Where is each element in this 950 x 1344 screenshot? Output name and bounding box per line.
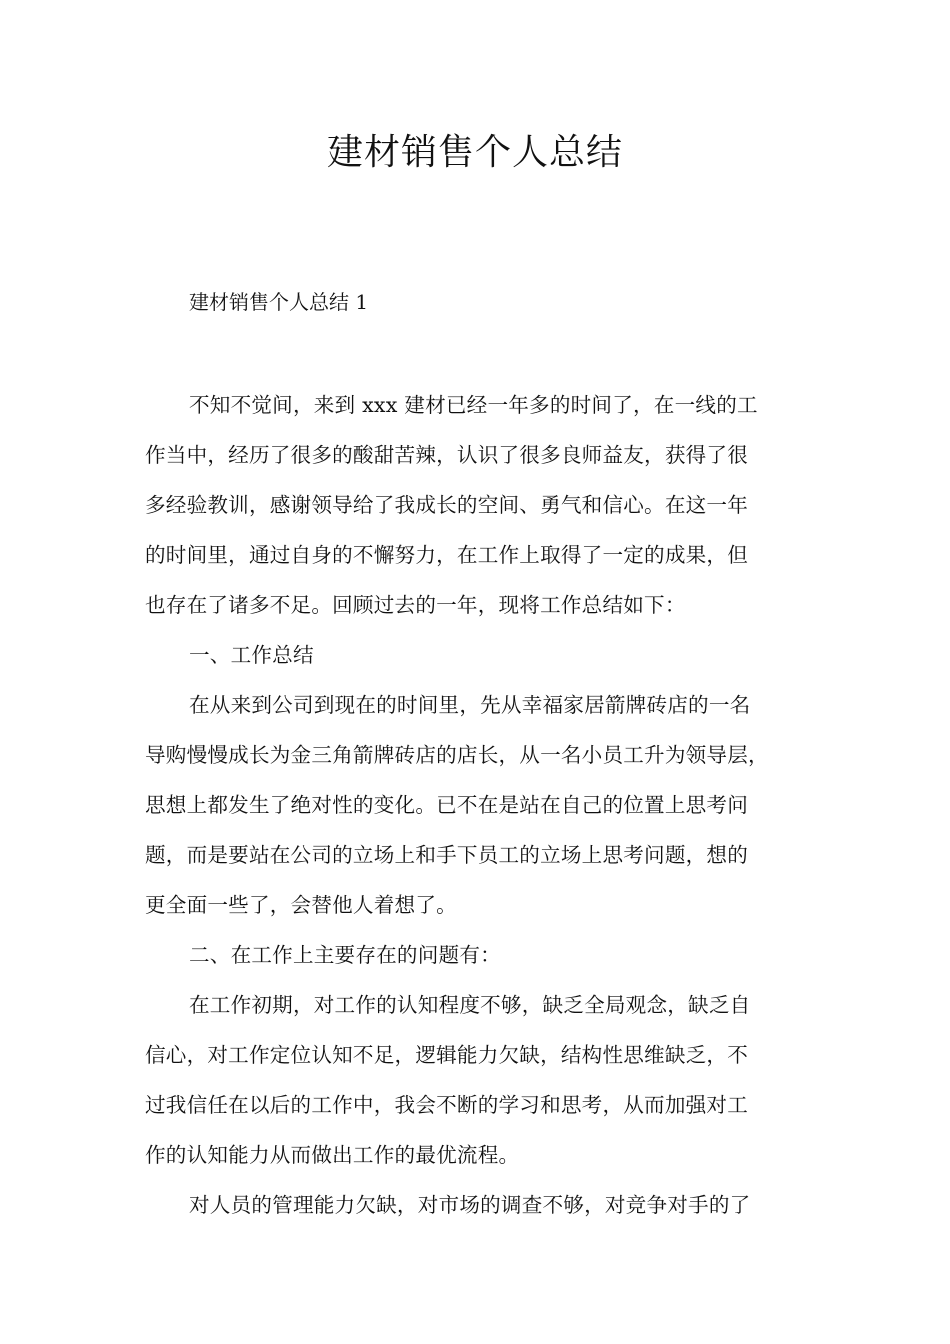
body-line: 在工作初期，对工作的认知程度不够，缺乏全局观念，缺乏自 xyxy=(189,993,751,1017)
body-line: 信心，对工作定位认知不足，逻辑能力欠缺，结构性思维缺乏，不 xyxy=(145,1043,749,1067)
body-line: 的时间里，通过自身的不懈努力，在工作上取得了一定的成果，但 xyxy=(145,543,749,567)
body-line: 在从来到公司到现在的时间里，先从幸福家居箭牌砖店的一名 xyxy=(189,693,751,717)
body-line: 更全面一些了，会替他人着想了。 xyxy=(145,893,457,917)
document-body xyxy=(145,380,807,1230)
section-subtitle: 建材销售个人总结 1 xyxy=(189,290,369,314)
body-line: 过我信任在以后的工作中，我会不断的学习和思考，从而加强对工 xyxy=(145,1093,749,1117)
body-line: 也存在了诸多不足。回顾过去的一年，现将工作总结如下： xyxy=(145,593,686,617)
body-line: 多经验教训，感谢领导给了我成长的空间、勇气和信心。在这一年 xyxy=(145,493,749,517)
document-title: 建材销售个人总结 xyxy=(326,132,623,173)
body-line: 作当中，经历了很多的酸甜苦辣，认识了很多良师益友，获得了很 xyxy=(145,443,749,467)
body-line: 二、在工作上主要存在的问题有： xyxy=(189,943,501,967)
body-line: 一、工作总结 xyxy=(189,643,314,667)
body-line: 思想上都发生了绝对性的变化。已不在是站在自己的位置上思考问 xyxy=(145,793,749,817)
body-line: 不知不觉间，来到 xxx 建材已经一年多的时间了，在一线的工 xyxy=(189,393,758,417)
body-line: 对人员的管理能力欠缺，对市场的调查不够，对竞争对手的了 xyxy=(189,1193,751,1217)
body-line: 题，而是要站在公司的立场上和手下员工的立场上思考问题，想的 xyxy=(145,843,749,867)
body-line: 作的认知能力从而做出工作的最优流程。 xyxy=(145,1143,520,1167)
body-line: 导购慢慢成长为金三角箭牌砖店的店长，从一名小员工升为领导层， xyxy=(145,743,769,767)
